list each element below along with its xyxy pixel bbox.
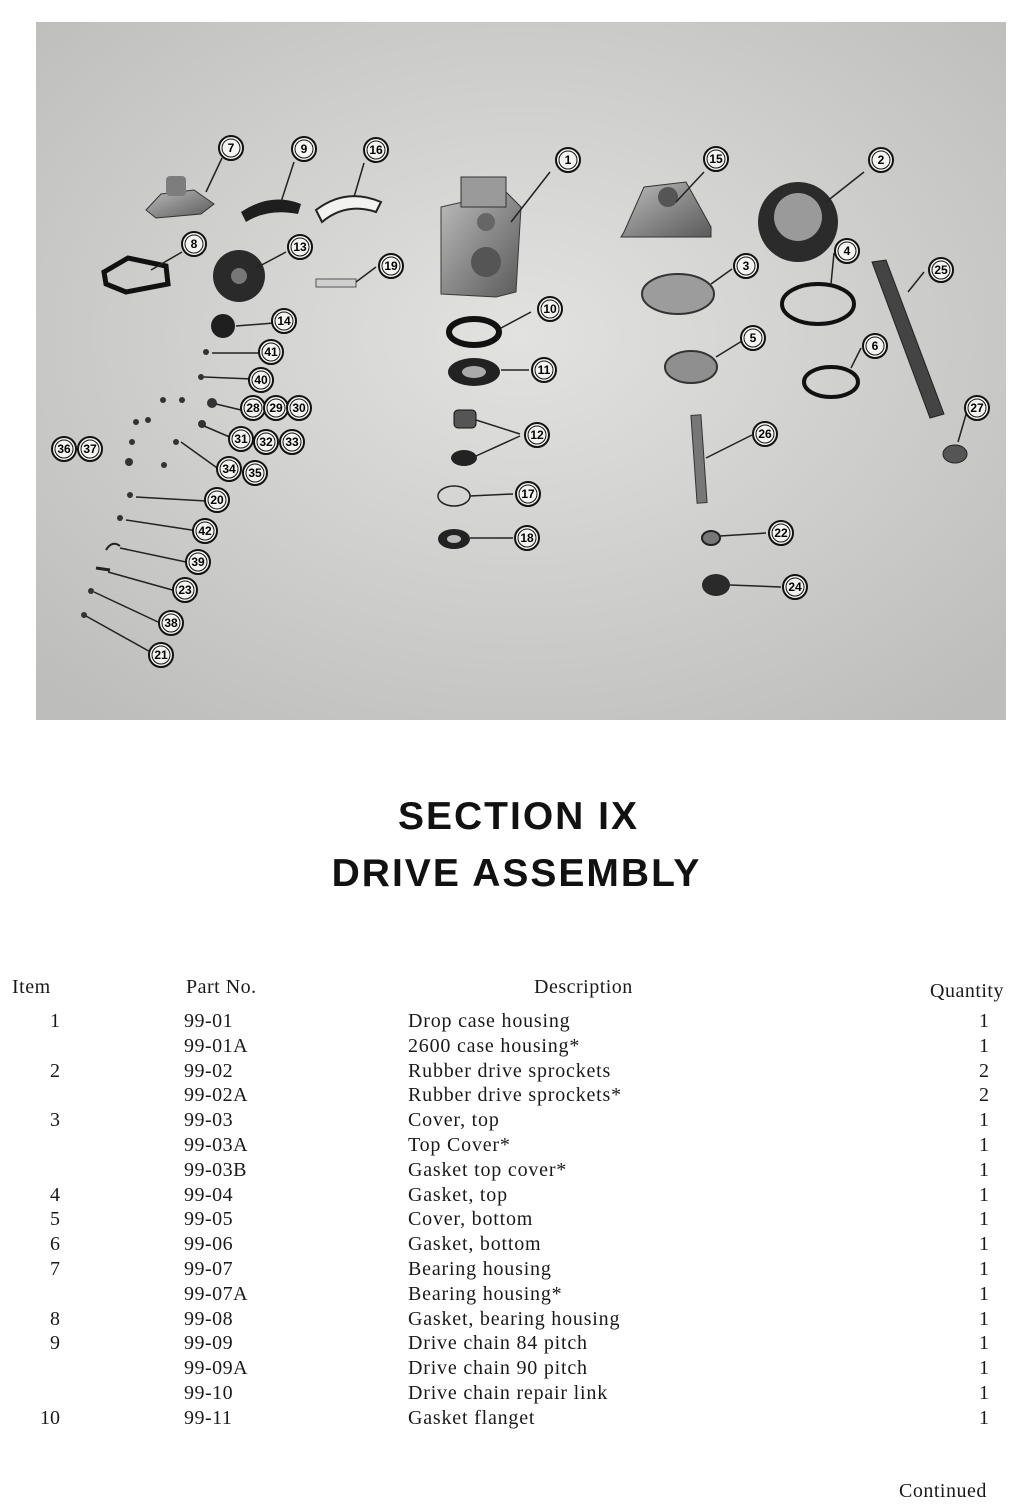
part-number: 99-10 (184, 1381, 234, 1404)
callout-15 (704, 147, 728, 171)
callout-number: 34 (222, 462, 236, 476)
callout-number: 20 (210, 493, 224, 507)
item-number: 6 (50, 1233, 60, 1256)
callout-30 (287, 396, 311, 420)
callout-number: 17 (521, 487, 535, 501)
callout-number: 25 (934, 263, 948, 277)
callout-19 (379, 254, 403, 278)
part-description: Top Cover* (408, 1133, 511, 1156)
table-row (0, 1356, 1021, 1381)
callout-number: 8 (190, 237, 198, 251)
table-row (0, 1331, 1021, 1356)
item-number: 7 (50, 1257, 60, 1280)
callout-number: 21 (154, 648, 168, 662)
part-quantity: 1 (979, 1406, 989, 1429)
table-row (0, 1108, 1021, 1133)
table-row (0, 1009, 1021, 1034)
item-number: 8 (50, 1307, 60, 1330)
callout-28 (241, 396, 265, 420)
part-description: Drop case housing (408, 1010, 571, 1032)
callout-number: 3 (742, 259, 750, 273)
part-quantity: 1 (979, 1034, 989, 1057)
part-description: Drive chain 90 pitch (408, 1357, 588, 1380)
callout-37 (78, 437, 102, 461)
part-quantity: 1 (979, 1158, 989, 1181)
item-number: 2 (50, 1059, 60, 1082)
callout-21 (149, 643, 173, 667)
callout-39 (186, 550, 210, 574)
callout-29 (264, 396, 288, 420)
callout-number: 41 (264, 345, 278, 359)
part-description: Gasket top cover* (408, 1158, 568, 1181)
part-quantity: 1 (979, 1183, 989, 1206)
callout-number: 27 (970, 401, 984, 415)
callout-number: 35 (248, 466, 262, 480)
part-number: 99-03B (184, 1158, 247, 1181)
callout-number: 1 (564, 153, 572, 167)
callout-36 (52, 437, 76, 461)
callout-number: 37 (83, 442, 97, 456)
callout-20 (205, 488, 229, 512)
part-description: Drive chain 84 pitch (408, 1332, 588, 1355)
part-description: Gasket, bottom (408, 1233, 542, 1256)
table-row (0, 1083, 1021, 1108)
part-description: 2600 case housing* (408, 1034, 581, 1057)
part-description: Cover, bottom (408, 1208, 534, 1231)
part-number: 99-01A (184, 1034, 249, 1057)
callout-number: 30 (292, 401, 306, 415)
callout-number: 18 (520, 531, 534, 545)
part-quantity: 1 (979, 1332, 989, 1355)
table-row (0, 1059, 1021, 1084)
table-row (0, 1034, 1021, 1059)
item-number: 10 (40, 1406, 60, 1429)
part-number: 99-09 (184, 1332, 234, 1355)
part-quantity: 1 (979, 1133, 989, 1156)
table-row (0, 1158, 1021, 1183)
table-row (0, 1307, 1021, 1332)
part-number: 99-06 (184, 1233, 234, 1256)
item-number: 9 (50, 1332, 60, 1355)
part-number: 99-07 (184, 1257, 234, 1280)
part-description: Gasket flanget (408, 1406, 536, 1429)
callout-4 (835, 239, 859, 263)
part-number: 99-11 (184, 1406, 233, 1429)
callout-number: 33 (285, 435, 299, 449)
section-number-heading: SECTION IX (397, 795, 640, 838)
callout-number: 31 (234, 432, 248, 446)
part-quantity: 2 (979, 1059, 989, 1082)
callout-23 (173, 578, 197, 602)
callout-number: 19 (384, 259, 398, 273)
callout-3 (734, 254, 758, 278)
callout-number: 26 (758, 427, 772, 441)
callout-number: 10 (543, 302, 557, 316)
callout-number: 13 (293, 240, 307, 254)
part-quantity: 1 (979, 1109, 989, 1132)
callout-number: 6 (871, 339, 879, 353)
part-quantity: 1 (979, 1233, 989, 1256)
part-description: Rubber drive sprockets* (408, 1084, 622, 1107)
part-number: 99-02A (184, 1084, 249, 1107)
table-row (0, 1207, 1021, 1232)
part-number: 99-09A (184, 1357, 249, 1380)
column-header-description: Description (534, 976, 633, 998)
part-number: 99-03A (184, 1133, 249, 1156)
callout-number: 5 (749, 331, 757, 345)
callout-34 (217, 457, 241, 481)
callout-number: 9 (300, 142, 308, 156)
part-number: 99-05 (184, 1208, 234, 1231)
callout-12 (525, 423, 549, 447)
part-number: 99-04 (184, 1183, 234, 1206)
callout-35 (243, 461, 267, 485)
part-number: 99-01 (184, 1010, 234, 1032)
table-row (0, 1133, 1021, 1158)
callout-24 (783, 575, 807, 599)
item-number: 1 (50, 1010, 60, 1032)
parts-illustration (36, 22, 1006, 720)
callout-number: 2 (877, 153, 885, 167)
callout-27 (965, 396, 989, 420)
callout-number: 29 (269, 401, 283, 415)
callout-number: 39 (191, 555, 205, 569)
callout-number: 40 (254, 373, 268, 387)
callout-32 (254, 430, 278, 454)
parts-list-table (0, 1009, 1021, 1431)
callout-16 (364, 138, 388, 162)
callout-22 (769, 521, 793, 545)
column-header-item: Item (12, 976, 51, 998)
callout-number: 22 (774, 526, 788, 540)
part-description: Cover, top (408, 1109, 500, 1132)
continued-note: Continued (899, 1480, 987, 1502)
callout-38 (159, 611, 183, 635)
part-description: Gasket, top (408, 1183, 508, 1206)
column-header-part-no: Part No. (186, 976, 257, 998)
part-quantity: 2 (979, 1084, 989, 1107)
callout-number: 24 (788, 580, 802, 594)
item-number: 3 (50, 1109, 60, 1132)
callout-18 (515, 526, 539, 550)
callout-number: 12 (530, 428, 544, 442)
callout-13 (288, 235, 312, 259)
part-description: Gasket, bearing housing (408, 1307, 621, 1330)
callout-number: 16 (369, 143, 383, 157)
part-number: 99-02 (184, 1059, 234, 1082)
table-row (0, 1257, 1021, 1282)
callout-5 (741, 326, 765, 350)
part-quantity: 1 (979, 1282, 989, 1305)
callout-number: 38 (164, 616, 178, 630)
callout-9 (292, 137, 316, 161)
callout-number: 32 (259, 435, 273, 449)
callout-number: 7 (227, 141, 235, 155)
part-number: 99-07A (184, 1282, 249, 1305)
callout-33 (280, 430, 304, 454)
callout-number: 14 (277, 314, 291, 328)
callout-2 (869, 148, 893, 172)
part-number: 99-03 (184, 1109, 234, 1132)
callout-26 (753, 422, 777, 446)
callout-7 (219, 136, 243, 160)
callout-1 (556, 148, 580, 172)
callout-25 (929, 258, 953, 282)
table-row (0, 1406, 1021, 1431)
column-header-quantity: Quantity (930, 980, 1004, 1002)
part-description: Bearing housing* (408, 1282, 563, 1305)
callout-number: 15 (709, 152, 723, 166)
callout-17 (516, 482, 540, 506)
callout-number: 11 (537, 363, 551, 377)
callout-11 (532, 358, 556, 382)
callout-31 (229, 427, 253, 451)
part-quantity: 1 (979, 1208, 989, 1231)
callout-number: 23 (178, 583, 192, 597)
exploded-parts-photo (36, 22, 1006, 720)
table-row (0, 1183, 1021, 1208)
callout-10 (538, 297, 562, 321)
callout-number: 42 (198, 524, 212, 538)
part-description: Rubber drive sprockets (408, 1059, 612, 1082)
section-title-heading: DRIVE ASSEMBLY (331, 852, 702, 895)
rubber-drive-sprocket-part (758, 182, 838, 262)
item-number: 4 (50, 1183, 60, 1206)
part-quantity: 1 (979, 1381, 989, 1404)
part-quantity: 1 (979, 1010, 989, 1032)
table-row (0, 1381, 1021, 1406)
callout-number: 4 (843, 244, 851, 258)
callout-8 (182, 232, 206, 256)
part-description: Drive chain repair link (408, 1381, 608, 1404)
callout-40 (249, 368, 273, 392)
callout-14 (272, 309, 296, 333)
table-row (0, 1282, 1021, 1307)
table-row (0, 1232, 1021, 1257)
callout-41 (259, 340, 283, 364)
callout-number: 28 (246, 401, 260, 415)
callout-number: 36 (57, 442, 71, 456)
part-quantity: 1 (979, 1307, 989, 1330)
part-quantity: 1 (979, 1257, 989, 1280)
part-description: Bearing housing (408, 1257, 552, 1280)
part-number: 99-08 (184, 1307, 234, 1330)
item-number: 5 (50, 1208, 60, 1231)
callout-42 (193, 519, 217, 543)
callout-6 (863, 334, 887, 358)
part-quantity: 1 (979, 1357, 989, 1380)
